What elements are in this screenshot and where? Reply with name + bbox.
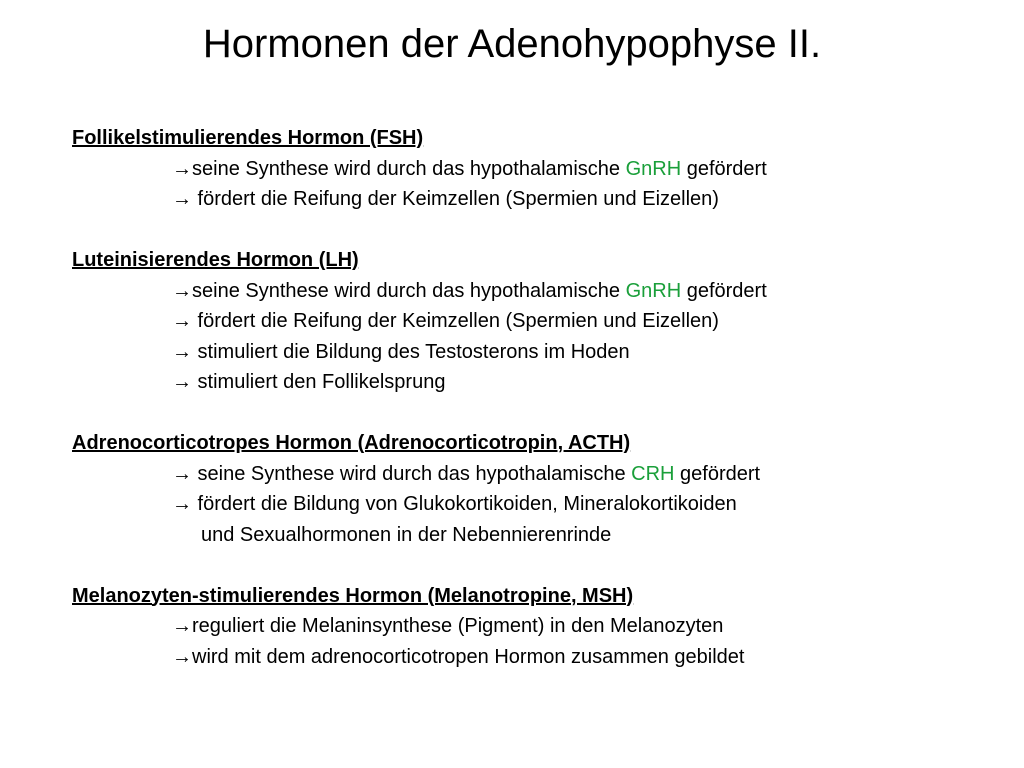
spacer xyxy=(72,398,972,429)
section-heading-fsh: Follikelstimulierendes Hormon (FSH) xyxy=(72,127,424,149)
bullet-line xyxy=(72,367,972,398)
bullet-line xyxy=(72,306,972,337)
bullet-line xyxy=(72,154,972,185)
section-heading-lh: Luteinisierendes Hormon (LH) xyxy=(72,249,359,271)
bullet-text: gefördert xyxy=(674,462,761,485)
section-heading-msh: Melanozyten-stimulierendes Hormon (Melanotropine, MSH) xyxy=(72,584,634,607)
highlighted-term: GnRH xyxy=(625,279,682,302)
slide-content xyxy=(72,123,972,672)
bullet-line xyxy=(72,276,972,307)
bullet-line xyxy=(72,184,972,215)
section-heading-acth: Adrenocorticotropes Hormon (Adrenocorticotropin, ACTH) xyxy=(72,432,631,454)
spacer xyxy=(72,550,972,581)
bullet-text: → seine Synthese wird durch das hypothalamische xyxy=(172,462,632,485)
highlighted-term: CRH xyxy=(631,462,675,485)
bullet-text: → fördert die Reifung der Keimzellen (Spermien und Eizellen) xyxy=(172,188,719,210)
bullet-line xyxy=(72,489,972,520)
highlighted-term: GnRH xyxy=(625,157,682,180)
slide-title: Hormonen der Adenohypophyse II. xyxy=(202,22,822,66)
bullet-text: gefördert xyxy=(681,279,767,302)
bullet-continuation-line xyxy=(72,520,972,551)
bullet-line xyxy=(72,642,972,673)
bullet-text: → fördert die Bildung von Glukokortikoiden, Mineralokortikoiden xyxy=(172,493,737,515)
bullet-text: → fördert die Reifung der Keimzellen (Spermien und Eizellen) xyxy=(172,310,719,332)
bullet-text: und Sexualhormonen in der Nebennierenrinde xyxy=(201,523,612,546)
bullet-text: → stimuliert den Follikelsprung xyxy=(172,371,446,393)
bullet-text: gefördert xyxy=(681,157,767,180)
bullet-line xyxy=(72,611,972,642)
bullet-text: →wird mit dem adrenocorticotropen Hormon zusammen gebildet xyxy=(172,645,745,668)
bullet-text: →seine Synthese wird durch das hypothalamische xyxy=(172,157,626,180)
bullet-text: →reguliert die Melaninsynthese (Pigment) in den Melanozyten xyxy=(172,615,724,637)
bullet-line xyxy=(72,459,972,490)
spacer xyxy=(72,215,972,246)
bullet-text: →seine Synthese wird durch das hypothalamische xyxy=(172,279,626,302)
bullet-line xyxy=(72,337,972,368)
bullet-text: → stimuliert die Bildung des Testosterons im Hoden xyxy=(172,340,630,363)
